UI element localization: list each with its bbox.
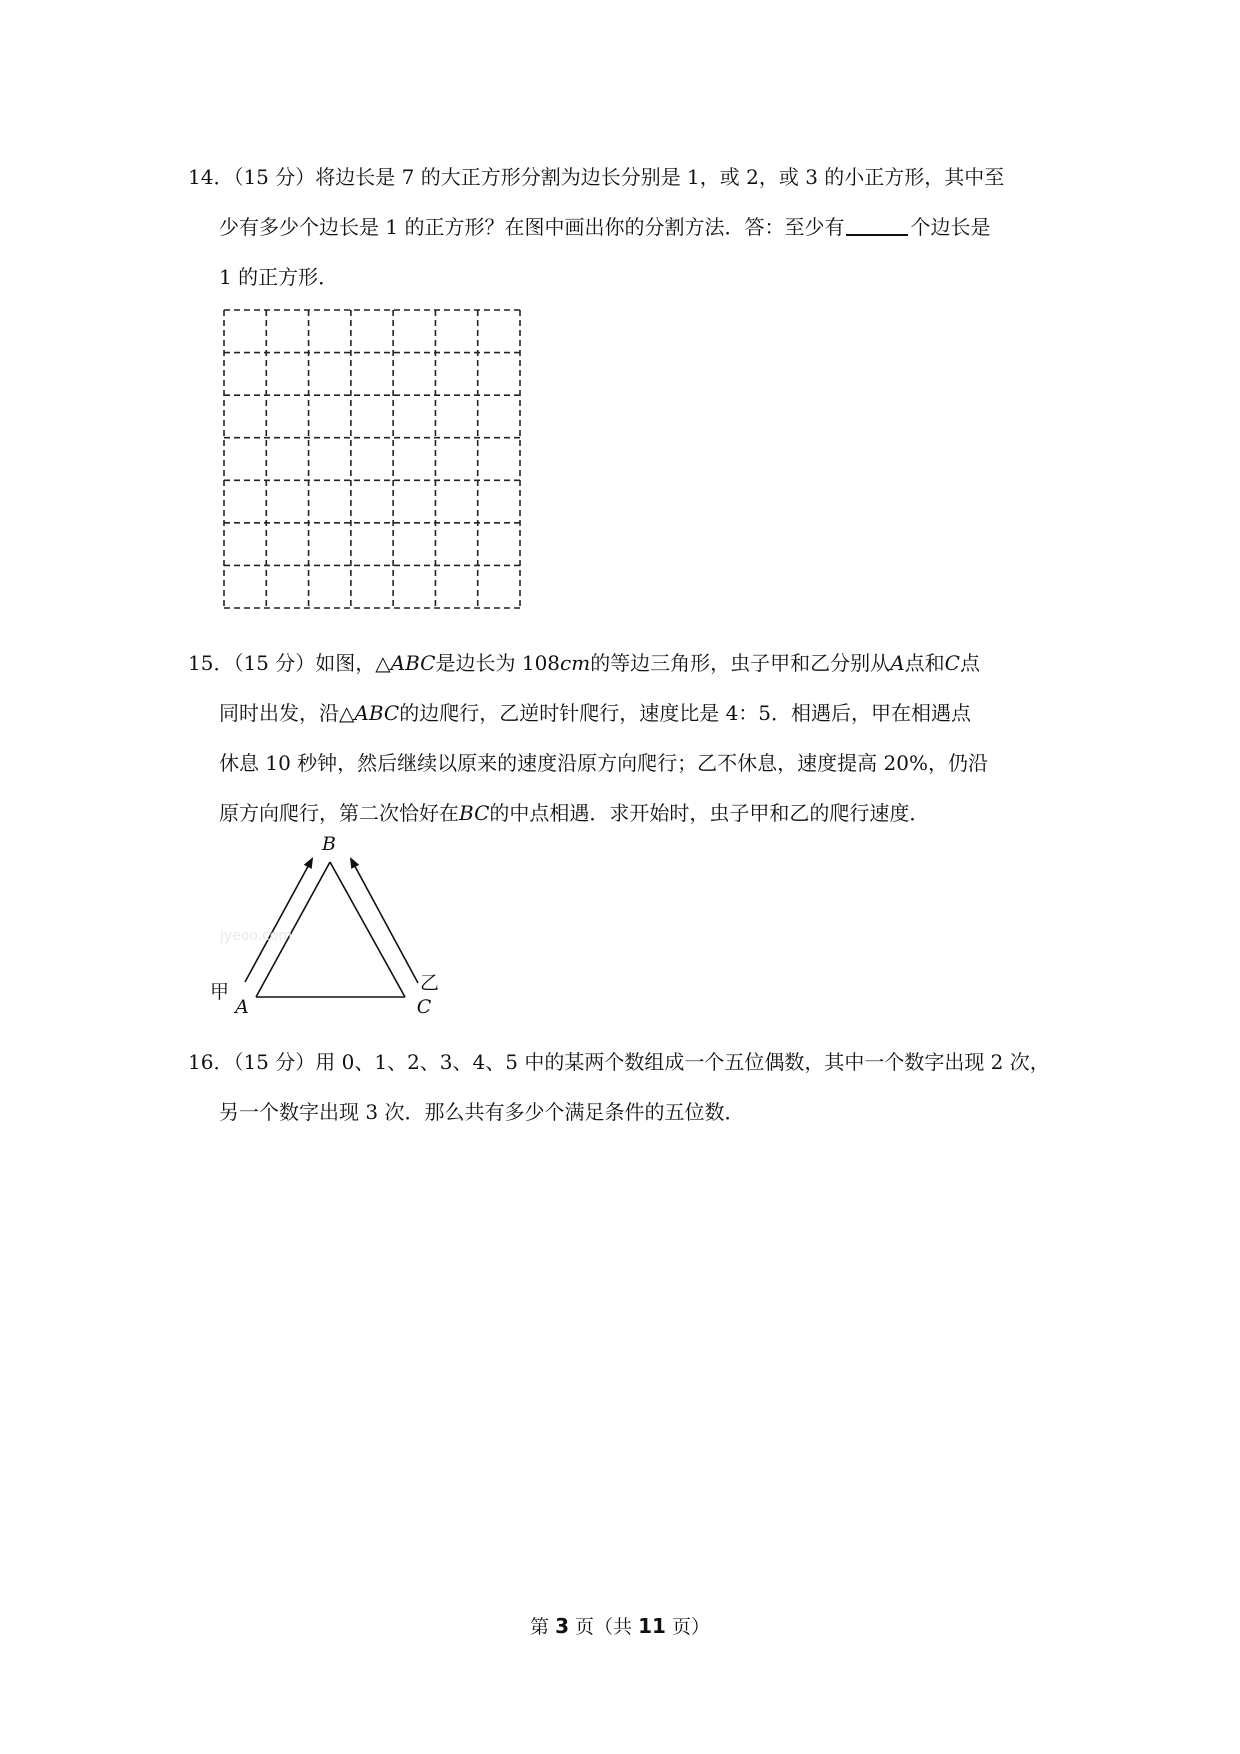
problem-15-line-1 [188,638,1058,688]
bug-yi-label: 乙 [420,972,440,994]
problem-score: （15 分） [233,1050,316,1074]
vertex-c-label: C [416,996,432,1018]
problem-score: （15 分） [233,165,316,189]
problem-16-line-2 [188,1087,1058,1137]
bug-jia-label: 甲 [210,981,230,1003]
unit-cm: cm [560,651,591,675]
problem-15-line-3 [188,738,1058,788]
problem-14 [188,152,1058,302]
problem-number: 14． [188,165,234,189]
problem-14-line-1 [188,152,1058,202]
arrow-left-path [245,859,312,982]
triangle-figure [212,826,452,1016]
dashed-grid-figure [222,308,522,610]
problem-14-line-2 [188,202,1058,252]
footer-middle: 页（共 [568,1616,639,1638]
footer-page-number: 3 [555,1614,569,1638]
problem-text: 休息 10 秒钟，然后继续以原来的速度沿原方向爬行；乙不休息，速度提高 20%，仍沿 [219,751,988,775]
answer-blank[interactable] [846,214,908,236]
problem-text: 的中点相遇．求开始时，虫子甲和乙的爬行速度． [489,801,930,825]
problem-text: 如图，△ [315,651,391,675]
vertex-a-label: A [235,996,249,1018]
problem-score: （15 分） [233,651,316,675]
problem-14-line-3 [188,252,1058,302]
side-bc [330,862,405,997]
triangle-name: ABC [354,701,400,725]
problem-text: 的边爬行，乙逆时针爬行，速度比是 4：5．相遇后，甲在相遇点 [399,701,972,725]
footer-total-pages: 11 [638,1614,666,1638]
segment-bc: BC [459,801,490,825]
watermark-text: jyeoo.com [220,928,293,944]
problem-text: 少有多少个边长是 1 的正方形？在图中画出你的分割方法．答：至少有 [219,215,845,239]
problem-text: 将边长是 7 的大正方形分割为边长分别是 1，或 2，或 3 的小正方形，其中至 [315,165,1005,189]
arrow-right-path [351,859,418,983]
problem-16-line-1 [188,1037,1058,1087]
problem-text: 另一个数字出现 3 次．那么共有多少个满足条件的五位数． [219,1100,745,1124]
problem-number: 16． [188,1050,234,1074]
problem-text: 个边长是 [910,215,991,239]
point-c: C [944,651,960,675]
problem-text: 同时出发，沿△ [219,701,355,725]
point-a: A [890,651,905,675]
problem-text: 点 [959,651,980,675]
footer-prefix: 第 [530,1616,556,1638]
problem-text: 1 的正方形． [219,265,339,289]
problem-text: 是边长为 108 [435,651,561,675]
problem-text: 用 0、1、2、3、4、5 中的某两个数组成一个五位偶数，其中一个数字出现 2 次， [315,1050,1050,1074]
problem-text: 点和 [904,651,945,675]
problem-15-line-2 [188,688,1058,738]
vertex-b-label: B [322,833,336,855]
problem-15 [188,638,1058,838]
footer-suffix: 页） [665,1616,710,1638]
problem-text: 的等边三角形，虫子甲和乙分别从 [590,651,891,675]
problem-16 [188,1037,1058,1137]
problem-number: 15． [188,651,234,675]
page-footer [0,1612,1240,1639]
problem-text: 原方向爬行，第二次恰好在 [219,801,459,825]
triangle-name: ABC [390,651,436,675]
